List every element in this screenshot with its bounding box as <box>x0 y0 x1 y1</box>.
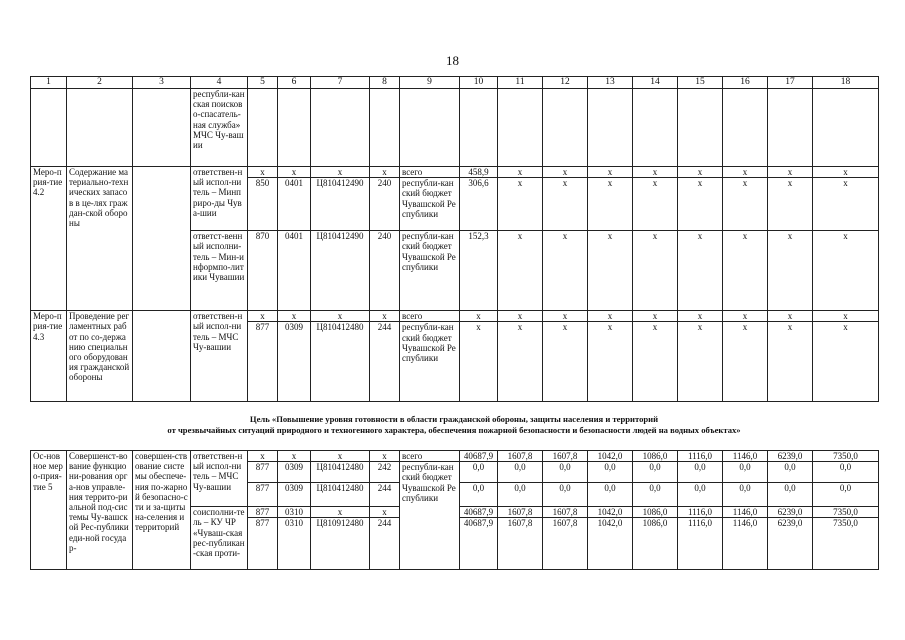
cell: 0309 <box>278 483 311 507</box>
cell: 0,0 <box>588 483 633 507</box>
cell: 1607,8 <box>498 507 543 518</box>
col-header: 11 <box>498 77 543 89</box>
col-header: 10 <box>460 77 498 89</box>
responsible-cell: ответствен-ный испол-нитель – МЧС Чу-вашии <box>191 451 248 507</box>
program-table-goal <box>30 450 879 570</box>
cell: 0401 <box>278 178 311 231</box>
cell: 244 <box>370 322 400 402</box>
measure-label: Ос-новное меро-прия-тие 5 <box>31 451 67 570</box>
cell: 1146,0 <box>723 451 768 462</box>
cell: 1042,0 <box>588 451 633 462</box>
cell: 1116,0 <box>678 518 723 570</box>
cell: 0401 <box>278 231 311 311</box>
cell: 0,0 <box>498 462 543 483</box>
cell: 877 <box>248 483 278 507</box>
measure-title: Содержание материально-технических запасов в це-лях граждан-ской обороны <box>67 167 133 311</box>
cell: x <box>311 451 370 462</box>
cell: x <box>278 311 311 322</box>
col-header: 15 <box>678 77 723 89</box>
goal-line: Цель «Повышение уровня готовности в области гражданской обороны, защиты населения и территорий <box>249 414 659 424</box>
cell: x <box>278 451 311 462</box>
cell: x <box>768 322 813 402</box>
cell: 1086,0 <box>633 451 678 462</box>
source-cell: всего <box>400 167 460 178</box>
cell: 458,9 <box>460 167 498 178</box>
cell: x <box>633 322 678 402</box>
cell: x <box>678 311 723 322</box>
cell: x <box>723 322 768 402</box>
cell: x <box>311 167 370 178</box>
cell: x <box>813 322 879 402</box>
measure-label: Меро-прия-тие 4.3 <box>31 311 67 402</box>
cell: x <box>768 167 813 178</box>
cell: 877 <box>248 322 278 402</box>
cell: 1116,0 <box>678 507 723 518</box>
col-header: 12 <box>543 77 588 89</box>
cell: 1042,0 <box>588 518 633 570</box>
col-header: 9 <box>400 77 460 89</box>
cell: Ц810412480 <box>311 322 370 402</box>
cell: 40687,9 <box>460 518 498 570</box>
source-cell: республи-канский бюджет Чувашской Республики <box>400 178 460 231</box>
col-header: 5 <box>248 77 278 89</box>
col-header: 6 <box>278 77 311 89</box>
col-header: 13 <box>588 77 633 89</box>
cell: 0,0 <box>768 462 813 483</box>
cell: x <box>543 167 588 178</box>
task-cell: совершен-ствование системы обеспече-ния по-жарной безопасно-сти и за-щиты на-селения и территорий <box>133 451 191 570</box>
cell: 6239,0 <box>768 518 813 570</box>
cell: x <box>248 451 278 462</box>
cell: x <box>248 311 278 322</box>
cell: 7350,0 <box>813 507 879 518</box>
cell: 0,0 <box>460 483 498 507</box>
cell: x <box>498 322 543 402</box>
page-number: 18 <box>446 53 459 68</box>
header-row <box>31 77 879 89</box>
cell: x <box>633 231 678 311</box>
source-cell: всего <box>400 451 460 462</box>
cell: x <box>678 167 723 178</box>
cell: 0,0 <box>768 483 813 507</box>
cell: x <box>723 178 768 231</box>
cell: x <box>370 311 400 322</box>
cell: x <box>588 322 633 402</box>
col-header: 8 <box>370 77 400 89</box>
cell: Ц810412490 <box>311 231 370 311</box>
cell: x <box>278 167 311 178</box>
measure-label: Меро-прия-тие 4.2 <box>31 167 67 311</box>
cell: 0,0 <box>678 462 723 483</box>
cell: x <box>723 311 768 322</box>
table-row <box>31 89 879 167</box>
cell: x <box>543 231 588 311</box>
cell: x <box>460 311 498 322</box>
goal-heading <box>30 414 878 436</box>
col-header: 17 <box>768 77 813 89</box>
cell: x <box>543 311 588 322</box>
cell: x <box>813 311 879 322</box>
cell: x <box>543 322 588 402</box>
cell: 40687,9 <box>460 451 498 462</box>
cell: 0,0 <box>543 483 588 507</box>
source-cell: республи-канский бюджет Чувашской Республики <box>400 322 460 402</box>
program-table <box>30 76 879 402</box>
cell: 1607,8 <box>543 507 588 518</box>
cell: 152,3 <box>460 231 498 311</box>
cell: x <box>370 167 400 178</box>
cell: x <box>678 178 723 231</box>
cell: x <box>498 167 543 178</box>
cell: 870 <box>248 231 278 311</box>
cell: 0,0 <box>633 483 678 507</box>
cell: 240 <box>370 231 400 311</box>
cell: x <box>588 311 633 322</box>
responsible-cell: ответствен-ный испол-нитель – МЧС Чу-вашии <box>191 311 248 402</box>
cell: 0309 <box>278 322 311 402</box>
cell: 0,0 <box>460 462 498 483</box>
cell: x <box>460 322 498 402</box>
responsible-cell: соисполни-тель – КУ ЧР «Чуваш-ская рес-публикан-ская проти- <box>191 507 248 570</box>
cell: 1607,8 <box>543 451 588 462</box>
cell: 242 <box>370 462 400 483</box>
cell: x <box>498 311 543 322</box>
cell: Ц810412490 <box>311 178 370 231</box>
col-header: 14 <box>633 77 678 89</box>
cell: 6239,0 <box>768 451 813 462</box>
col-header: 16 <box>723 77 768 89</box>
responsible-cell: ответст-венный исполни-тель – Мин-информпо-литики Чувашии <box>191 231 248 311</box>
table-row <box>31 451 879 462</box>
cell: x <box>633 178 678 231</box>
cell: 0,0 <box>813 462 879 483</box>
cell: 877 <box>248 507 278 518</box>
cell: 877 <box>248 462 278 483</box>
cell: x <box>678 231 723 311</box>
cell: 0,0 <box>723 483 768 507</box>
cell: x <box>588 231 633 311</box>
cell: 0,0 <box>498 483 543 507</box>
cell: 1607,8 <box>498 518 543 570</box>
cell: 0,0 <box>723 462 768 483</box>
cell: x <box>813 167 879 178</box>
cell: 7350,0 <box>813 518 879 570</box>
cell: x <box>498 231 543 311</box>
col-header: 3 <box>133 77 191 89</box>
cell: 0,0 <box>588 462 633 483</box>
source-cell: республи-канский бюджет Чувашской Республики <box>400 231 460 311</box>
cell: 1086,0 <box>633 518 678 570</box>
cell: x <box>543 178 588 231</box>
cell: 1146,0 <box>723 507 768 518</box>
cell: x <box>768 231 813 311</box>
cell: x <box>813 231 879 311</box>
cell: Ц810412480 <box>311 483 370 507</box>
cell: x <box>370 451 400 462</box>
cell: Ц810912480 <box>311 518 370 570</box>
cell: 306,6 <box>460 178 498 231</box>
cell: x <box>678 322 723 402</box>
table-row <box>31 167 879 178</box>
cell: 6239,0 <box>768 507 813 518</box>
cell: x <box>498 178 543 231</box>
measure-title: Проведение регламентных работ по со-держанию специального оборудования гражданской обороны <box>67 311 133 402</box>
cell: 1607,8 <box>498 451 543 462</box>
measure-title: Совершенст-вование функциони-рования орга-нов управле-ния террито-риальной под-системы Чу-вашской Рес-публики еди-ной государ- <box>67 451 133 570</box>
cell: x <box>813 178 879 231</box>
cell: x <box>723 167 768 178</box>
goal-line: от чрезвычайных ситуаций природного и техногенного характера, обеспечения пожарной безопасности и безопасности людей на водных объектах» <box>167 425 741 435</box>
col-header: 2 <box>67 77 133 89</box>
col-header: 1 <box>31 77 67 89</box>
cell: 0310 <box>278 518 311 570</box>
cell: x <box>588 167 633 178</box>
cell: 7350,0 <box>813 451 879 462</box>
cell: 0,0 <box>813 483 879 507</box>
cell: 1116,0 <box>678 451 723 462</box>
source-cell: всего <box>400 311 460 322</box>
col-header: 4 <box>191 77 248 89</box>
cell: x <box>248 167 278 178</box>
cell: x <box>633 167 678 178</box>
cell: x <box>768 311 813 322</box>
cell: x <box>633 311 678 322</box>
cell: 0,0 <box>543 462 588 483</box>
cell: x <box>768 178 813 231</box>
cell: 1146,0 <box>723 518 768 570</box>
cell: x <box>311 507 370 518</box>
cell: 244 <box>370 483 400 507</box>
cell: 1042,0 <box>588 507 633 518</box>
cell: 0,0 <box>678 483 723 507</box>
cell: 877 <box>248 518 278 570</box>
cell: 40687,9 <box>460 507 498 518</box>
cell: 244 <box>370 518 400 570</box>
cell: 0,0 <box>633 462 678 483</box>
cell: 0309 <box>278 462 311 483</box>
cell: 850 <box>248 178 278 231</box>
cell: x <box>723 231 768 311</box>
responsible-cell: ответствен-ный испол-нитель – Минприро-ды Чува-шии <box>191 167 248 231</box>
cell: x <box>588 178 633 231</box>
cell: 1086,0 <box>633 507 678 518</box>
cell: 0310 <box>278 507 311 518</box>
col-header: 18 <box>813 77 879 89</box>
responsible-cell: республи-канская поисково-спасатель-ная служба» МЧС Чу-вашии <box>191 89 248 167</box>
source-cell: республи-канский бюджет Чувашской Республики <box>400 462 460 570</box>
cell: x <box>311 311 370 322</box>
table-row <box>31 311 879 322</box>
cell: Ц810412480 <box>311 462 370 483</box>
cell: 1607,8 <box>543 518 588 570</box>
cell: 240 <box>370 178 400 231</box>
cell: x <box>370 507 400 518</box>
col-header: 7 <box>311 77 370 89</box>
